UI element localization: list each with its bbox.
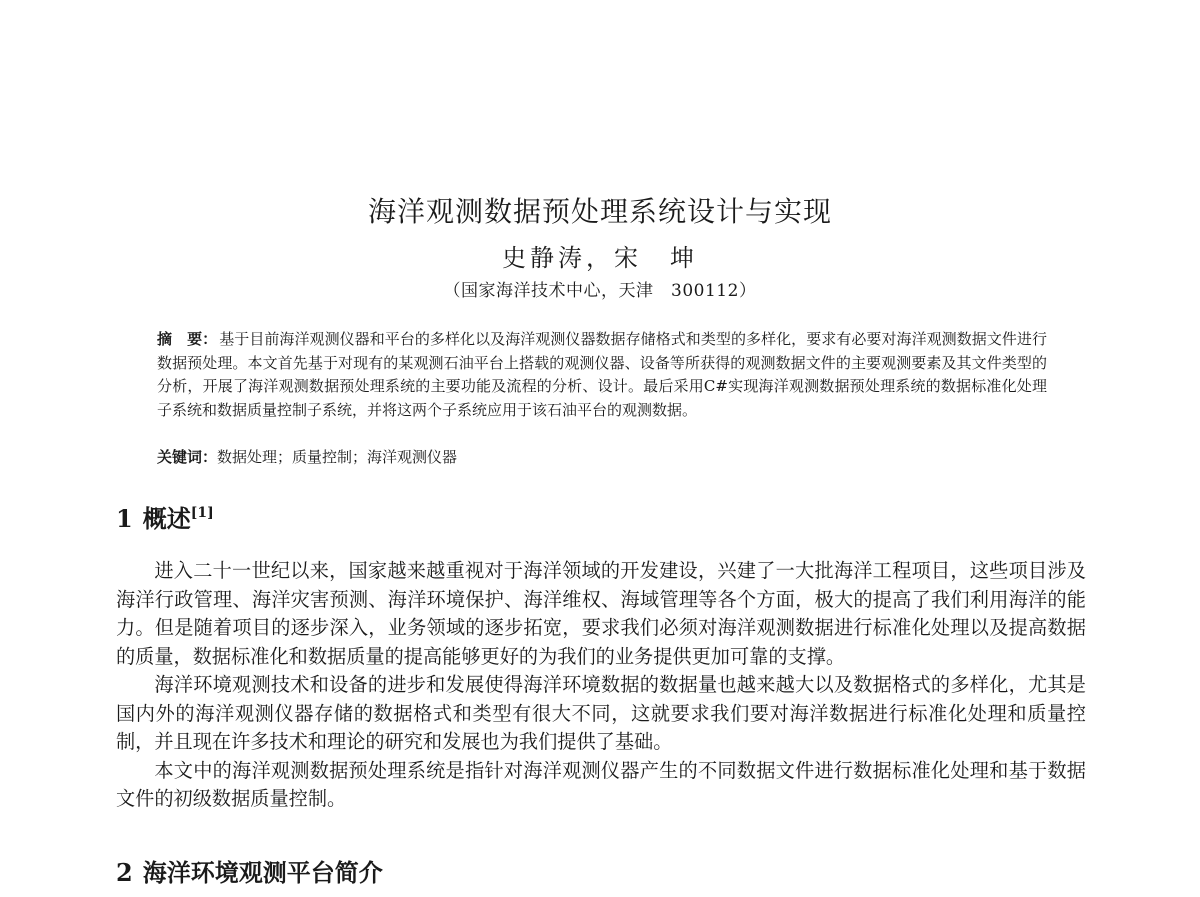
section-1-title: 概述	[142, 504, 191, 533]
paragraph: 海洋环境观测技术和设备的进步和发展使得海洋环境数据的数据量也越来越大以及数据格式的多样化，尤其是国内外的海洋观测仪器存储的数据格式和类型有很大不同，这就要求我们要对海洋数据进行标准化处理和质量控制，并且现在许多技术和理论的研究和发展也为我们提供了基础。	[116, 673, 1086, 753]
keywords-label: 关键词：	[157, 448, 218, 466]
abstract	[157, 328, 1047, 422]
section-1-number: 1	[116, 504, 133, 533]
authors: 史静涛，宋 坤	[502, 244, 698, 272]
paragraph: 进入二十一世纪以来，国家越来越重视对于海洋领域的开发建设，兴建了一大批海洋工程项目，这些项目涉及海洋行政管理、海洋灾害预测、海洋环境保护、海洋维权、海域管理等各个方面，极大的提高了我们利用海洋的能力。但是随着项目的逐步深入，业务领域的逐步拓宽，要求我们必须对海洋观测数据进行标准化处理以及提高数据的质量，数据标准化和数据质量的提高能够更好的为我们的业务提供更加可靠的支撑。	[116, 559, 1086, 668]
paper-title: 海洋观测数据预处理系统设计与实现	[367, 195, 832, 228]
section-1-heading	[116, 498, 214, 534]
abstract-label: 摘 要：	[157, 330, 218, 348]
paragraph: 本文中的海洋观测数据预处理系统是指针对海洋观测仪器产生的不同数据文件进行数据标准化处理和基于数据文件的初级数据质量控制。	[116, 758, 1086, 810]
affiliation: （国家海洋技术中心，天津 300112）	[443, 281, 757, 301]
keywords-text: 数据处理；质量控制；海洋观测仪器	[217, 448, 458, 466]
abstract-text: 基于目前海洋观测仪器和平台的多样化以及海洋观测仪器数据存储格式和类型的多样化，要求有必要对海洋观测数据文件进行数据预处理。本文首先基于对现有的某观测石油平台上搭载的观测仪器、设备等所获得的观测数据文件的主要观测要素及其文件类型的分析，开展了海洋观测数据预处理系统的主要功能及流程的分析、设计。最后采用C#实现海洋观测数据预处理系统的数据标准化处理子系统和数据质量控制子系统，并将这两个子系统应用于该石油平台的观测数据。	[157, 330, 1047, 419]
section-2-title: 海洋环境观测平台简介	[142, 858, 383, 887]
reference-link[interactable]: [1]	[190, 505, 214, 521]
section-1-body	[116, 557, 1086, 814]
section-2-number: 2	[116, 858, 133, 887]
section-2-heading	[116, 858, 383, 888]
keywords	[157, 446, 1047, 468]
